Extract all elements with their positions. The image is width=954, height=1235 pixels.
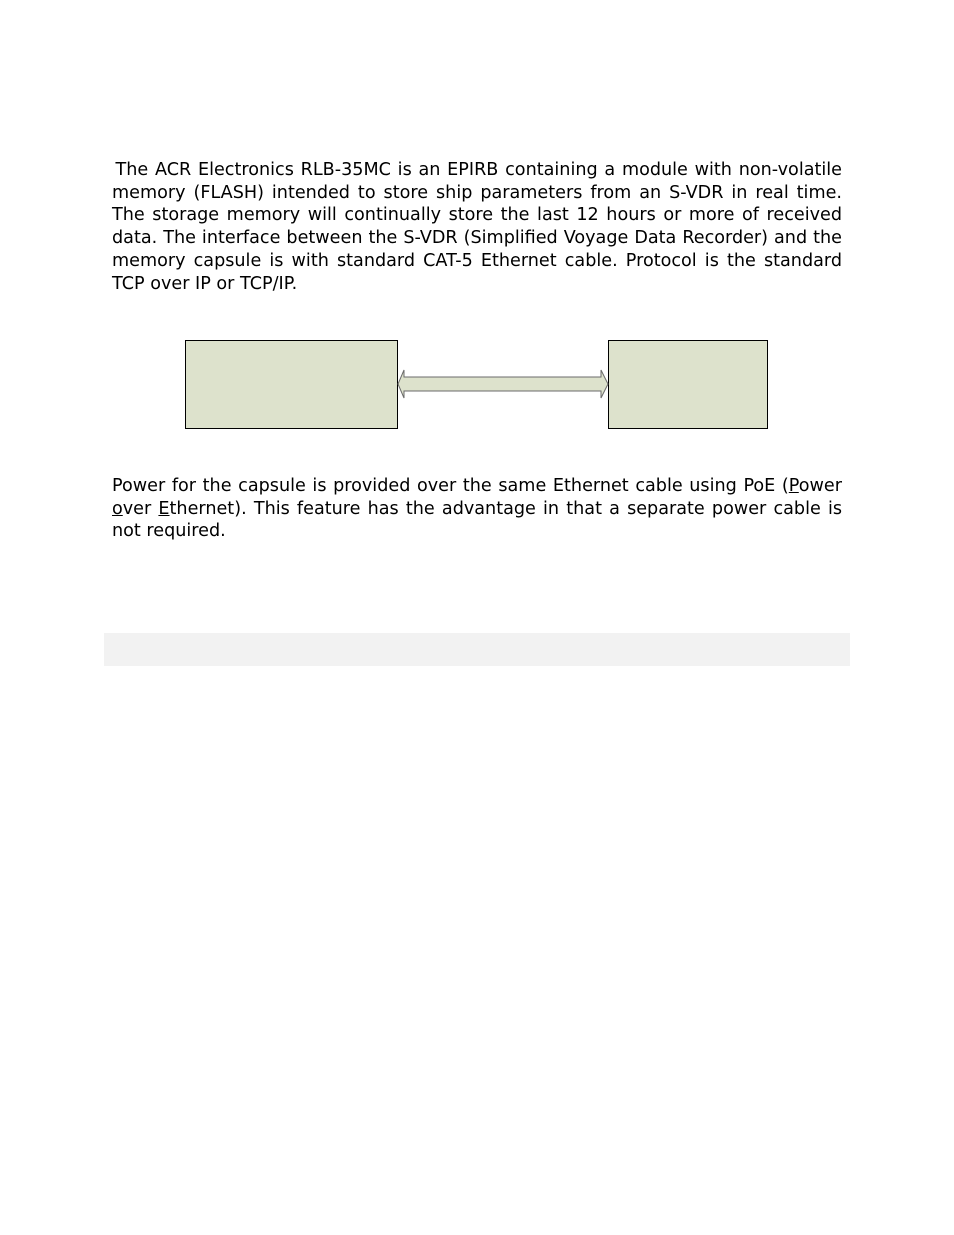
power-text-end: ). This feature has the advantage in that a separate power cable is not required. [112, 498, 842, 542]
intro-text: The ACR Electronics RLB-35MC is an EPIRB containing a module with non-volatile memory (FLASH) intended to store ship parameters from an S-VDR in real time. The storage memory will continually store the last 12 hours or more of received data. The interface between the S-VDR (Simplified Voyage Data Recorder) and the memory capsule is with standard CAT-5 Ethernet cable. Protocol is the standard TCP over IP or TCP/IP. [112, 160, 842, 294]
svdr-box [186, 341, 398, 429]
power-ver: ver [122, 498, 159, 519]
power-p-letter: P [788, 476, 799, 496]
power-paragraph [112, 475, 842, 543]
power-e-letter: E [158, 498, 170, 519]
ethernet-double-arrow [398, 370, 608, 398]
shaded-band [104, 633, 850, 666]
power-thernet: thernet [169, 498, 235, 519]
power-ower: ower [798, 476, 842, 496]
capsule-box [609, 341, 768, 429]
power-o-letter: o [112, 498, 123, 519]
power-text-start: Power for the capsule is provided over the same Ethernet cable using PoE ( [112, 476, 789, 496]
intro-paragraph [112, 159, 842, 295]
